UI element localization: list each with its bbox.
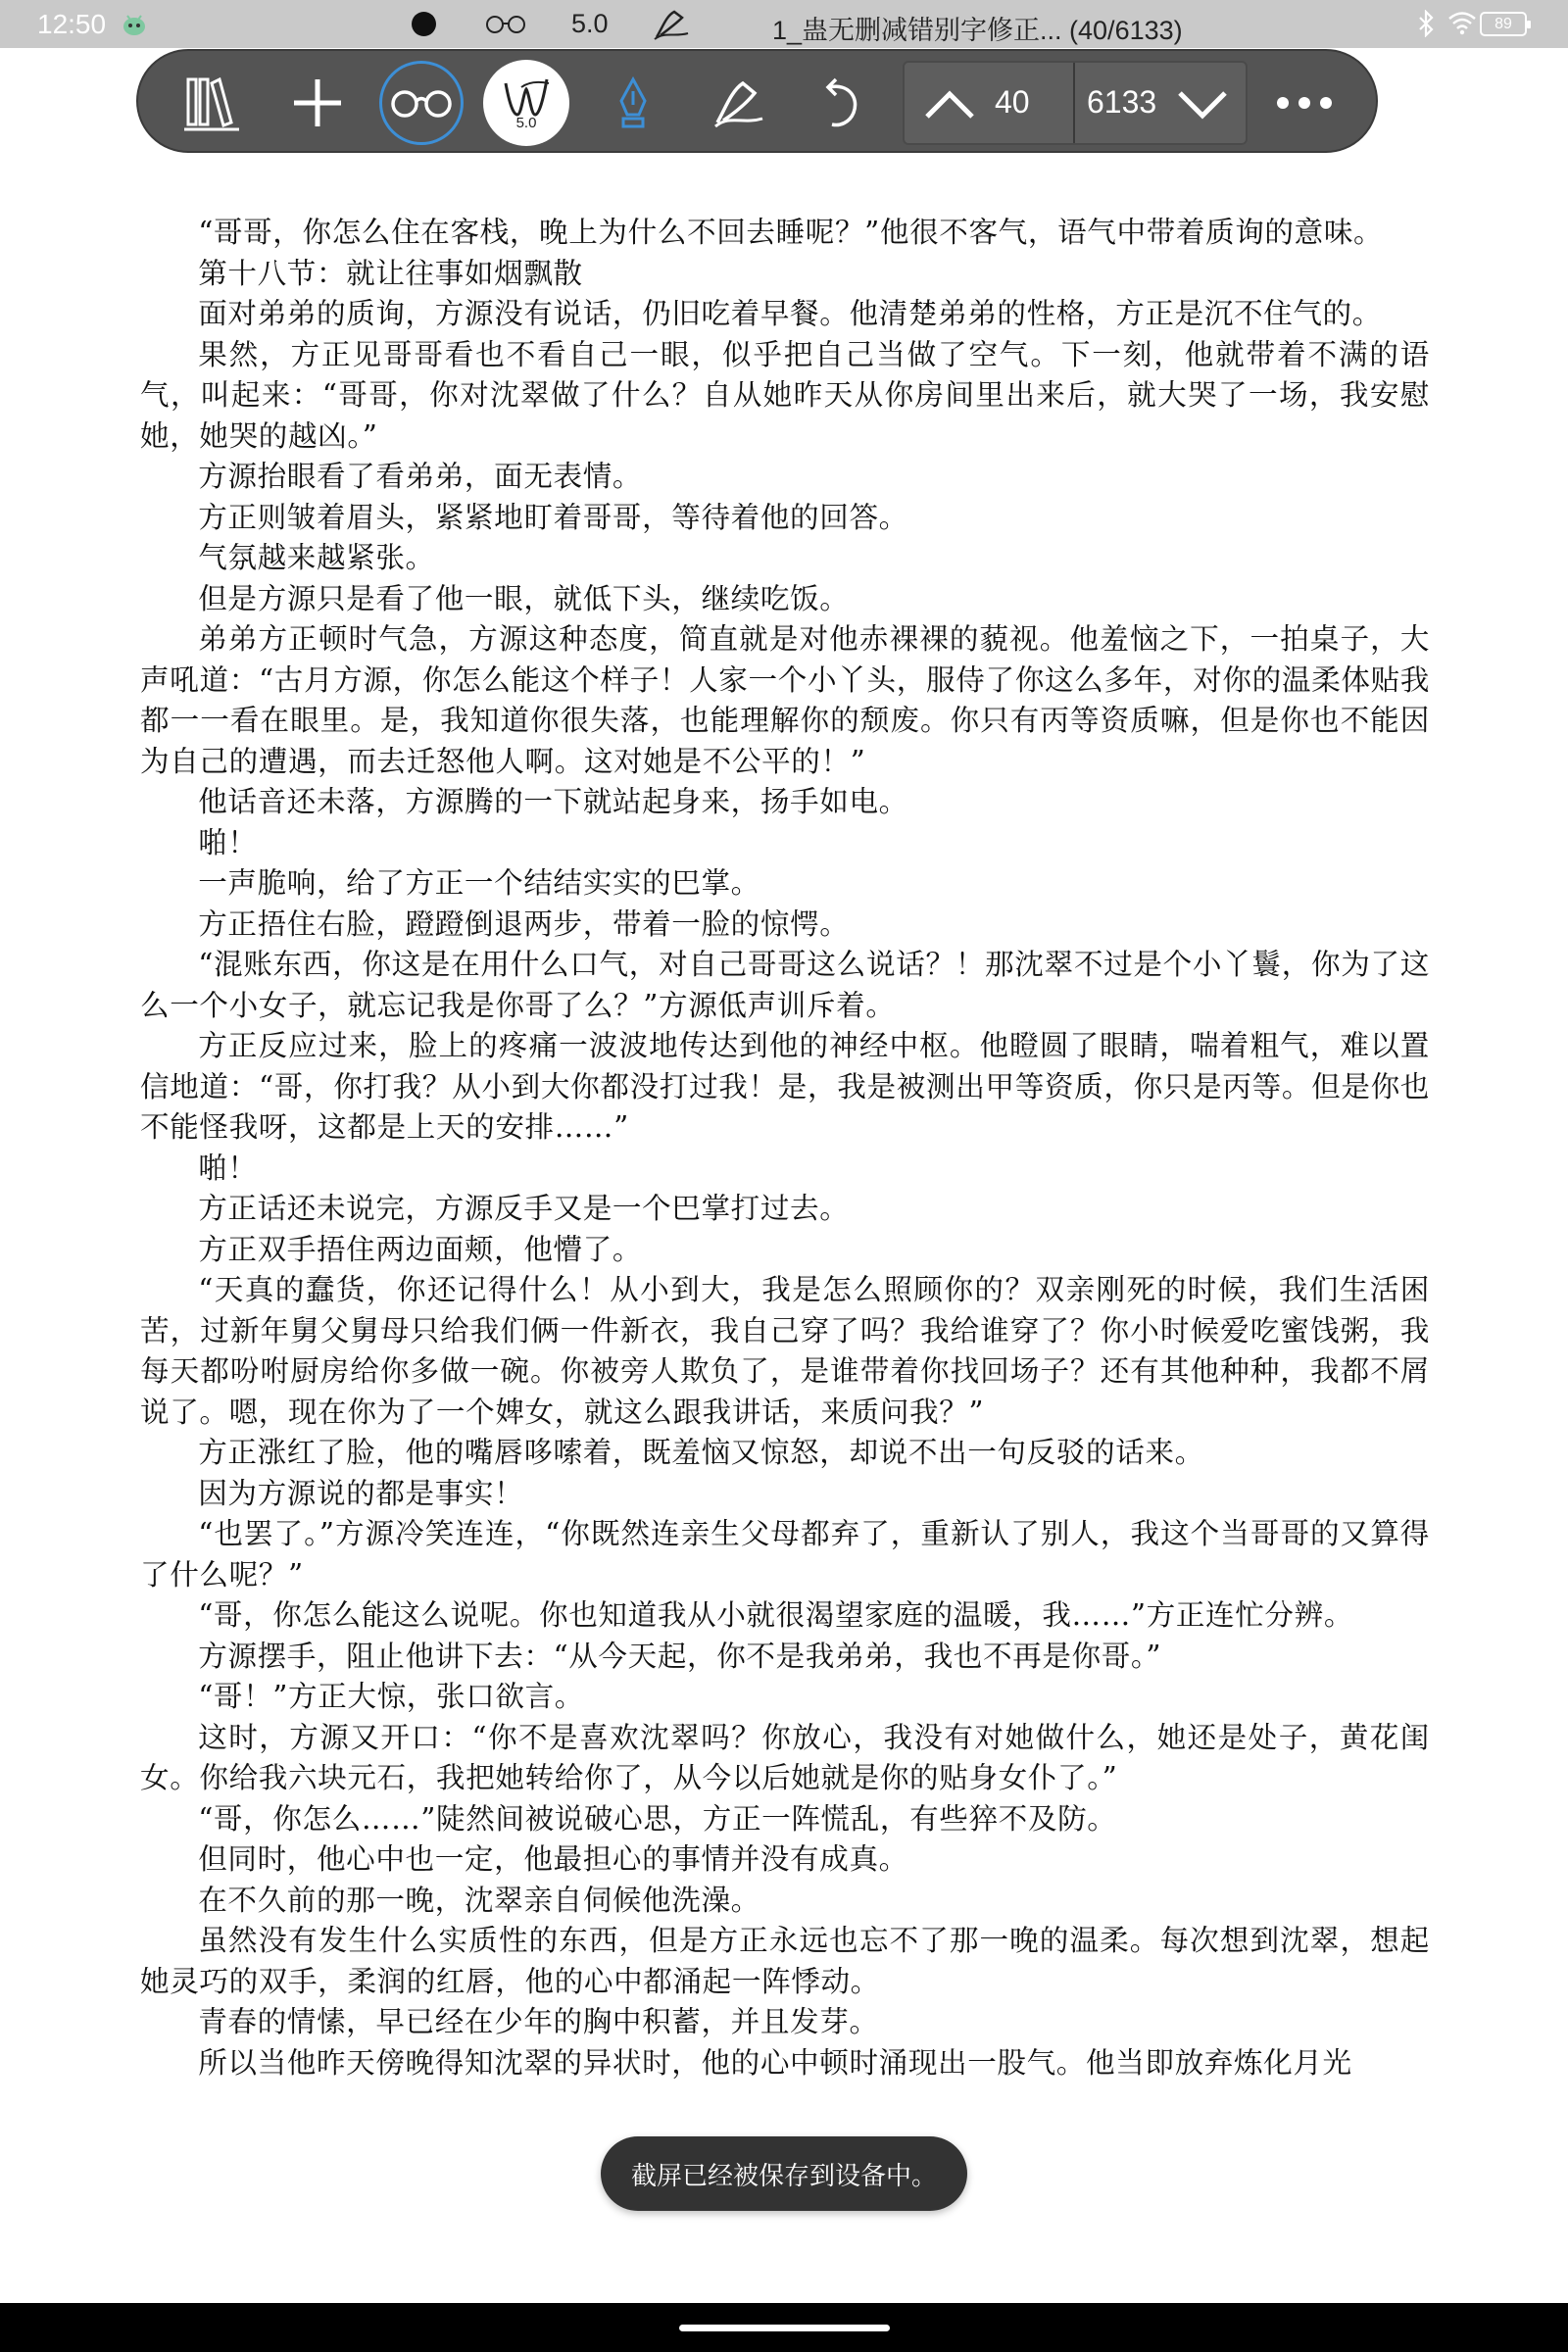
text-paragraph: 方正则皱着眉头，紧紧地盯着哥哥，等待着他的回答。: [198, 500, 908, 534]
home-indicator[interactable]: [679, 2325, 890, 2331]
text-paragraph: “哥！”方正大惊，张口欲言。: [198, 1680, 584, 1713]
text-paragraph: 但是方源只是看了他一眼，就低下头，继续吃饭。: [198, 581, 850, 615]
previous-page-button[interactable]: [918, 67, 981, 143]
add-button[interactable]: [283, 65, 352, 141]
text-paragraph: 弟弟方正顿时气急，方源这种态度，简直就是对他赤裸裸的藐视。他羞恼之下，一拍桌子，大声吼道：“古月方源，你怎么能这个样子！人家一个小丫头，服侍了你这么多年，对你的温柔体贴我都一一看在眼里。是，我知道你很失落，也能理解你的颓废。你只有丙等资质嘛，但是你也不能因为自己的遭遇，而去迁怒他人啊。这对她是不公平的！”: [140, 622, 1430, 778]
bookshelf-icon: [184, 74, 239, 132]
text-paragraph: 啪！: [198, 1151, 258, 1185]
text-paragraph: 面对弟弟的质询，方源没有说话，仍旧吃着早餐。他清楚弟弟的性格，方正是沉不住气的。: [198, 297, 1382, 330]
speed-value: 5.0: [515, 114, 537, 131]
android-robot-icon: [122, 12, 147, 37]
nav-divider: [1073, 63, 1075, 143]
undo-icon: [814, 75, 863, 130]
text-paragraph: “天真的蠢货，你还记得什么！从小到大，我是怎么照顾你的？双亲刚死的时候，我们生活困苦，过新年舅父舅母只给我们俩一件新衣，我自己穿了吗？我给谁穿了？你小时候爱吃蜜饯粥，我每天都吩咐厨房给你多做一碗。你被旁人欺负了，是谁带着你找回场子？还有其他种种，我都不屑说了。嗯，现在你为了一个婢女，就这么跟我讲话，来质问我？”: [140, 1273, 1430, 1429]
chevron-down-icon: [1177, 90, 1228, 120]
undo-button[interactable]: [805, 65, 873, 141]
text-paragraph: 虽然没有发生什么实质性的东西，但是方正永远也忘不了那一晚的温柔。每次想到沈翠，想起她灵巧的双手，柔润的红唇，他的心中都涌起一阵悸动。: [140, 1924, 1430, 1998]
text-paragraph: 气氛越来越紧张。: [198, 541, 435, 574]
text-paragraph: 方正涨红了脸，他的嘴唇哆嗦着，既羞恼又惊怒，却说不出一句反驳的话来。: [198, 1436, 1204, 1469]
text-paragraph: “也罢了。”方源冷笑连连，“你既然连亲生父母都弃了，重新认了别人，我这个当哥哥的又算得了什么呢？”: [140, 1517, 1430, 1592]
text-paragraph: 他话音还未落，方源腾的一下就站起身来，扬手如电。: [198, 785, 908, 818]
more-options-button[interactable]: [1265, 65, 1344, 141]
pen-button[interactable]: [599, 65, 667, 141]
battery-icon: 89: [1480, 12, 1527, 36]
status-bar: [0, 0, 1568, 48]
chevron-up-icon: [924, 90, 975, 120]
text-paragraph: 第十八节：就让往事如烟飘散: [198, 256, 583, 290]
signature-pen-icon: [711, 75, 766, 130]
reader-toolbar: [136, 49, 1378, 153]
fountain-pen-icon: [613, 75, 653, 130]
text-paragraph: 方源抬眼看了看弟弟，面无表情。: [198, 460, 643, 493]
reading-content: [140, 213, 1430, 2083]
text-paragraph: “哥哥，你怎么住在客栈，晚上为什么不回去睡呢？”他很不客气，语气中带着质询的意味。: [198, 216, 1384, 249]
text-paragraph: “哥，你怎么……”陡然间被说破心思，方正一阵慌乱，有些猝不及防。: [198, 1801, 1117, 1836]
next-page-button[interactable]: [1171, 67, 1234, 143]
text-paragraph: 所以当他昨天傍晚得知沈翠的异状时，他的心中顿时涌现出一股气。他当即放弃炼化月光: [198, 2045, 1352, 2080]
text-paragraph: 果然，方正见哥哥看也不看自己一眼，似乎把自己当做了空气。下一刻，他就带着不满的语气，叫起来：“哥哥，你对沈翠做了什么？自从她昨天从你房间里出来后，就大哭了一场，我安慰她，她哭的越凶。”: [140, 337, 1430, 453]
text-paragraph: 方正反应过来，脸上的疼痛一波波地传达到他的神经中枢。他瞪圆了眼睛，喘着粗气，难以置信地道：“哥，你打我？从小到大你都没打过我！是，我是被测出甲等资质，你只是丙等。但是你也不能怪我呀，这都是上天的安排……”: [140, 1029, 1430, 1144]
status-zoom: 5.0: [571, 9, 609, 38]
page-navigator: [903, 61, 1248, 145]
bluetooth-icon: [1417, 10, 1435, 37]
scroll-speed-button[interactable]: [483, 60, 569, 146]
text-paragraph: 这时，方源又开口：“你不是喜欢沈翠吗？你放心，我没有对她做什么，她还是处子，黄花闺女。你给我六块元石，我把她转给你了，从今以后她就是你的贴身女仆了。”: [140, 1720, 1430, 1794]
navigation-bar: [0, 2303, 1568, 2352]
status-time: 12:50: [37, 9, 107, 39]
record-dot-icon: [412, 12, 436, 36]
text-paragraph: “哥，你怎么能这么说呢。你也知道我从小就很渴望家庭的温暖，我……”方正连忙分辨。: [198, 1598, 1354, 1632]
more-dots-icon: [1275, 96, 1334, 110]
text-paragraph: 方源摆手，阻止他讲下去：“从今天起，你不是我弟弟，我也不再是你哥。”: [198, 1639, 1162, 1673]
text-paragraph: “混账东西，你这是在用什么口气，对自己哥哥这么说话？！那沈翠不过是个小丫鬟，你为了这么一个小女子，就忘记我是你哥了么？”方源低声训斥着。: [140, 948, 1430, 1022]
glasses-icon: [389, 87, 454, 119]
signature-pen-icon: [653, 8, 692, 41]
text-paragraph: 方正话还未说完，方源反手又是一个巴掌打过去。: [198, 1192, 850, 1225]
total-pages: 6133: [1087, 84, 1157, 120]
library-button[interactable]: [177, 65, 246, 141]
text-paragraph: 青春的情愫，早已经在少年的胸中积蓄，并且发芽。: [198, 2005, 879, 2038]
text-paragraph: 啪！: [198, 825, 258, 859]
text-paragraph: 但同时，他心中也一定，他最担心的事情并没有成真。: [198, 1842, 908, 1876]
text-paragraph: 因为方源说的都是事实！: [198, 1476, 524, 1510]
text-paragraph: 一声脆响，给了方正一个结结实实的巴掌。: [198, 866, 760, 900]
text-paragraph: 方正捂住右脸，蹬蹬倒退两步，带着一脸的惊愕。: [198, 906, 850, 941]
signature-button[interactable]: [705, 65, 773, 141]
current-page-field[interactable]: 40: [995, 84, 1030, 120]
screenshot-saved-toast: 截屏已经被保存到设备中。: [601, 2136, 967, 2211]
wifi-icon: [1447, 10, 1477, 35]
reading-mode-button[interactable]: [379, 61, 464, 145]
text-paragraph: 方正双手捂住两边面颊，他懵了。: [198, 1232, 643, 1266]
document-title: 1_蛊无删减错别字修正... (40/6133): [772, 16, 1183, 45]
glasses-icon: [484, 14, 527, 35]
text-paragraph: 在不久前的那一晚，沈翠亲自伺候他洗澡。: [198, 1883, 760, 1917]
plus-icon: [292, 77, 343, 128]
